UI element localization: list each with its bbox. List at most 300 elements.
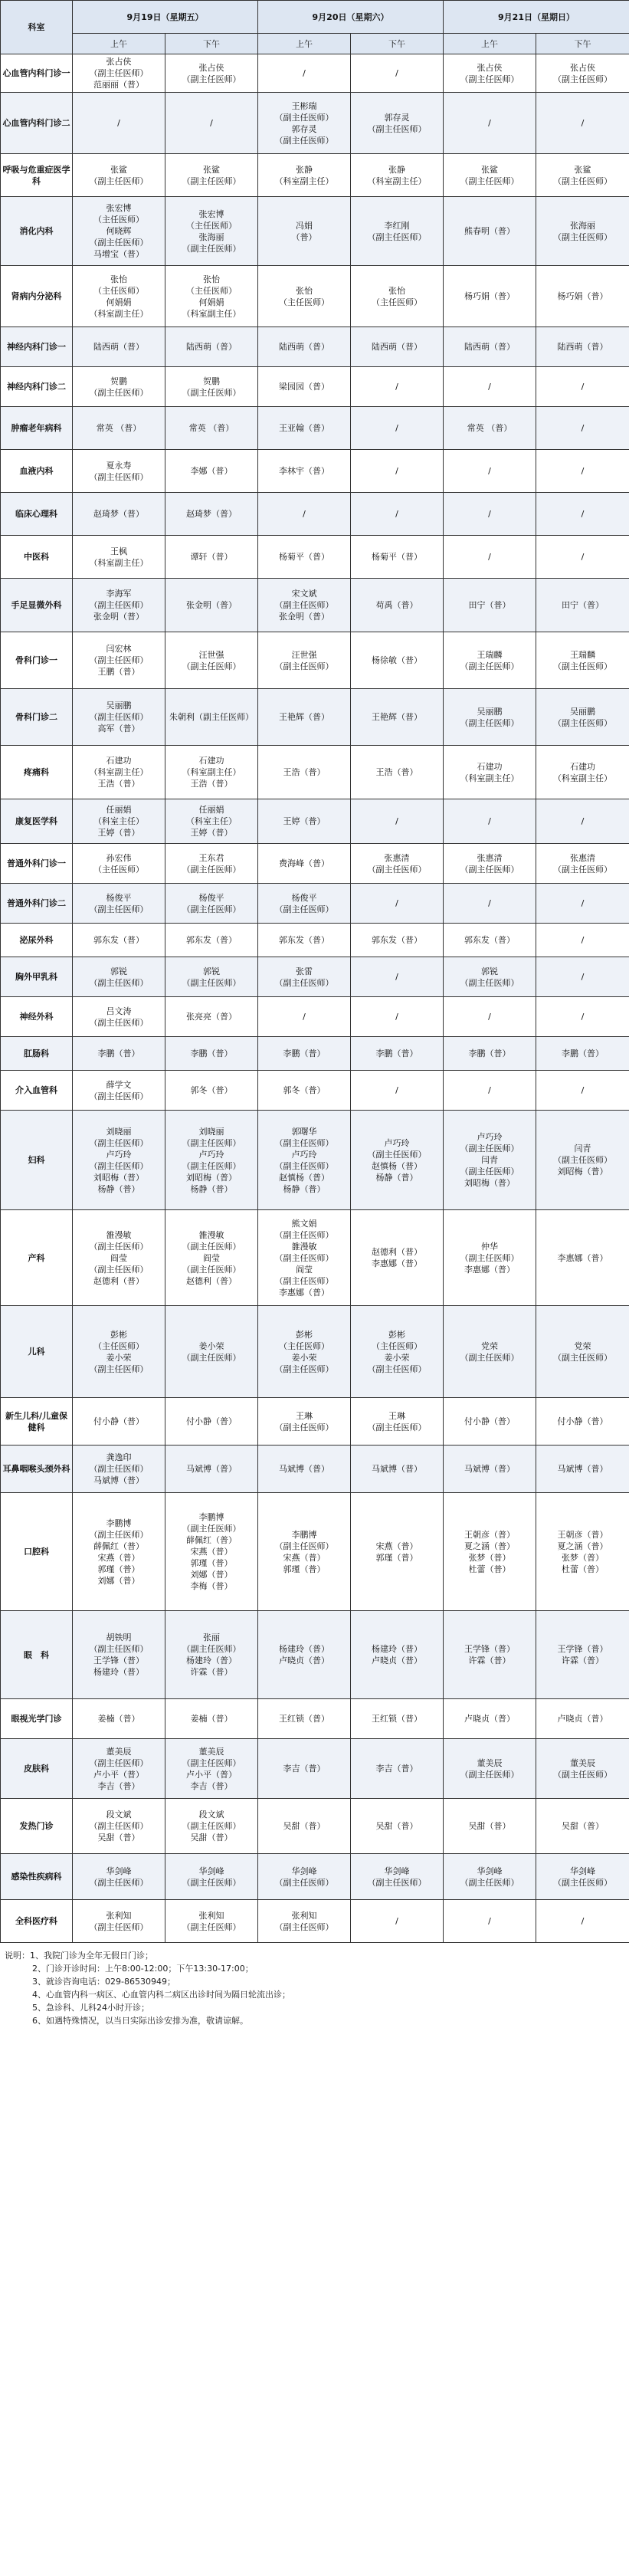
schedule-cell: [165, 266, 258, 327]
doctor-line: 孙宏伟: [106, 852, 132, 863]
doctor-line: /: [581, 382, 585, 392]
schedule-cell: [73, 197, 165, 266]
doctor-line: 董美辰: [106, 1746, 132, 1757]
doctor-line: （副主任医师）: [553, 231, 612, 242]
doctor-line: （副主任医师）: [553, 1769, 612, 1780]
doctor-line: 姜小荣: [106, 1352, 132, 1363]
schedule-cell: [165, 154, 258, 197]
schedule-cell: [536, 1446, 629, 1493]
note-line: 说明：1、我院门诊为全年无假日门诊；: [5, 1951, 153, 1961]
doctor-line: 杨静（普）: [375, 1172, 418, 1183]
schedule-cell: [165, 1306, 258, 1398]
doctor-line: 华剑峰: [570, 1866, 595, 1876]
doctor-line: 雒漫敏: [291, 1241, 317, 1252]
doctor-line: 卢巧玲: [198, 1149, 224, 1160]
doctor-line: 薛佩红（普）: [186, 1535, 237, 1545]
doctor-line: （副主任医师）: [89, 1017, 149, 1028]
schedule-cell: [536, 1611, 629, 1699]
schedule-cell: [536, 54, 629, 93]
doctor-line: 杨建玲（普）: [372, 1644, 422, 1654]
doctor-line: 张静: [388, 164, 405, 175]
doctor-line: 王鹏（普）: [97, 667, 140, 677]
doctor-line: 郭东发（普）: [186, 935, 237, 945]
doctor-line: 董美辰: [570, 1757, 595, 1768]
schedule-cell: [258, 1446, 351, 1493]
schedule-cell: [165, 1446, 258, 1493]
schedule-cell: [165, 957, 258, 997]
schedule-cell: [258, 924, 351, 957]
note-line: 5、急诊科、儿科24小时开诊；: [32, 2003, 149, 2013]
doctor-line: （科室主任）: [93, 816, 144, 826]
doctor-line: 王朝彦（普）: [464, 1529, 515, 1540]
schedule-cell: [165, 997, 258, 1037]
doctor-line: （副主任医师）: [182, 977, 241, 988]
schedule-cell: [536, 1799, 629, 1854]
doctor-line: （副主任医师）: [89, 1363, 149, 1374]
doctor-line: 华剑峰: [291, 1866, 317, 1876]
schedule-cell: [536, 93, 629, 154]
doctor-line: 李娜（普）: [190, 466, 233, 476]
schedule-cell: [258, 1071, 351, 1111]
doctor-line: 张利知: [291, 1910, 317, 1921]
doctor-line: （副主任医师）: [274, 1921, 334, 1932]
doctor-line: （副主任医师）: [89, 471, 149, 482]
doctor-line: /: [488, 509, 491, 519]
doctor-line: 何娟娟: [198, 297, 224, 307]
doctor-line: 卢小平（普）: [93, 1769, 144, 1780]
doctor-line: 冯娟: [296, 220, 313, 231]
schedule-cell: [165, 197, 258, 266]
doctor-line: 马斌博（普）: [557, 1464, 608, 1474]
schedule-cell: [444, 1210, 536, 1306]
doctor-line: 宋燕（普）: [375, 1541, 418, 1551]
schedule-cell: [73, 367, 165, 407]
doctor-line: 马斌博（普）: [279, 1464, 329, 1474]
doctor-line: 贺鹏: [203, 376, 220, 386]
doctor-line: （科室副主任）: [89, 767, 149, 777]
doctor-line: 杜蕾（普）: [468, 1564, 511, 1574]
doctor-line: （普）: [291, 231, 317, 242]
doctor-line: 杨静（普）: [97, 1183, 140, 1194]
schedule-cell: [258, 367, 351, 407]
doctor-line: （副主任医师）: [553, 74, 612, 84]
schedule-cell: [165, 367, 258, 407]
schedule-cell: [351, 266, 444, 327]
schedule-cell: [536, 844, 629, 884]
schedule-cell: [536, 266, 629, 327]
doctor-line: （副主任医师）: [460, 1167, 519, 1176]
doctor-line: （副主任医师）: [274, 1363, 334, 1374]
doctor-line: 马斌博（普）: [372, 1464, 422, 1474]
schedule-cell: [536, 536, 629, 579]
day-header-2: 9月20日（星期六）: [258, 1, 444, 34]
doctor-line: 付小静（普）: [93, 1416, 144, 1426]
doctor-line: /: [395, 423, 398, 433]
dept-name: 肿瘤老年病科: [1, 407, 73, 450]
schedule-cell: [258, 1699, 351, 1739]
doctor-line: （科室副主任）: [367, 176, 427, 186]
doctor-line: 张占侠: [106, 57, 132, 67]
schedule-cell: [165, 407, 258, 450]
doctor-line: 仲华: [481, 1241, 498, 1252]
doctor-line: （副主任医师）: [182, 1644, 241, 1654]
doctor-line: （副主任医师）: [89, 1644, 149, 1654]
doctor-line: 张利知: [106, 1910, 132, 1921]
doctor-line: 吴甜（普）: [97, 1833, 140, 1843]
table-row: [1, 689, 629, 746]
schedule-cell: [351, 1306, 444, 1398]
doctor-line: （主任医师）: [279, 1341, 329, 1351]
doctor-line: 李惠娜（普）: [464, 1264, 515, 1275]
doctor-line: 马斌博（普）: [186, 1464, 237, 1474]
dept-name: 康复医学科: [1, 799, 73, 844]
doctor-line: （副主任医师）: [89, 1264, 149, 1275]
doctor-line: （副主任医师）: [367, 1363, 427, 1374]
doctor-line: 李惠娜（普）: [372, 1258, 422, 1268]
doctor-line: 阎莹: [203, 1252, 220, 1263]
doctor-line: 王朝彦（普）: [557, 1529, 608, 1540]
doctor-line: 李鹏（普）: [97, 1048, 140, 1058]
schedule-cell: [444, 536, 536, 579]
doctor-line: 卢晓贞（普）: [464, 1714, 515, 1724]
schedule-cell: [165, 1699, 258, 1739]
doctor-line: 付小静（普）: [557, 1416, 608, 1426]
doctor-line: 常英 （普）: [96, 423, 142, 433]
schedule-cell: [165, 884, 258, 924]
doctor-line: /: [581, 466, 585, 476]
schedule-cell: [444, 367, 536, 407]
doctor-line: 李鹏（普）: [283, 1048, 326, 1058]
doctor-line: 吴甜（普）: [562, 1821, 604, 1831]
doctor-line: /: [303, 68, 306, 78]
schedule-cell: [165, 1799, 258, 1854]
table-row: [1, 1037, 629, 1071]
doctor-line: /: [581, 1916, 585, 1926]
doctor-line: 王枫: [110, 546, 127, 556]
schedule-cell: [351, 844, 444, 884]
doctor-line: 张怡: [388, 285, 405, 296]
doctor-line: （副主任医师）: [89, 600, 149, 610]
doctor-line: 姜楠（普）: [190, 1714, 233, 1724]
doctor-line: 刘昭梅（普）: [464, 1178, 515, 1188]
schedule-cell: [351, 579, 444, 632]
doctor-line: 薛佩红（普）: [93, 1541, 144, 1551]
table-row: [1, 93, 629, 154]
doctor-line: （副主任医师）: [460, 1769, 519, 1780]
doctor-line: 张鲨: [203, 164, 220, 175]
doctor-line: （副主任医师）: [182, 1821, 241, 1831]
schedule-cell: [536, 632, 629, 689]
doctor-line: 段文斌: [198, 1810, 224, 1820]
doctor-line: （副主任医师）: [460, 1877, 519, 1888]
am-header: 上午: [73, 34, 165, 54]
note-line: 4、心血管内科一病区、心血管内科二病区出诊时间为隔日轮流出诊；: [32, 1990, 290, 2000]
doctor-line: （副主任医师）: [182, 1921, 241, 1932]
doctor-line: 何娟娟: [106, 297, 132, 307]
doctor-line: 刘昭梅（普）: [557, 1167, 608, 1176]
schedule-cell: [351, 407, 444, 450]
doctor-line: 薛学文: [106, 1079, 132, 1090]
doctor-line: （副主任医师）: [553, 717, 612, 728]
doctor-line: 张占侠: [477, 62, 503, 73]
doctor-line: （主任医师）: [372, 297, 422, 307]
doctor-line: 高军（普）: [97, 724, 140, 733]
schedule-cell: [73, 536, 165, 579]
doctor-line: 郭东发（普）: [93, 935, 144, 945]
doctor-line: 杜蕾（普）: [562, 1564, 604, 1574]
table-row: [1, 884, 629, 924]
doctor-line: 姜小荣: [384, 1352, 410, 1363]
schedule-cell: [165, 1037, 258, 1071]
doctor-line: 张静: [296, 164, 313, 175]
schedule-cell: [351, 924, 444, 957]
doctor-line: （副主任医师）: [553, 1155, 612, 1165]
pm-header: 下午: [351, 34, 444, 54]
doctor-line: 王琳: [296, 1410, 313, 1421]
doctor-line: 任丽娟: [198, 805, 224, 815]
doctor-line: （副主任医师）: [274, 977, 334, 988]
doctor-line: 李惠娜（普）: [557, 1252, 608, 1263]
doctor-line: 吴甜（普）: [190, 1833, 233, 1843]
schedule-cell: [258, 1306, 351, 1398]
schedule-cell: [165, 1071, 258, 1111]
note-line: 2、门诊开诊时间：上午8:00-12:00；下午13:30-17:00；: [32, 1964, 254, 1974]
schedule-cell: [351, 1210, 444, 1306]
doctor-line: 石建功: [106, 756, 132, 766]
doctor-line: 张占侠: [570, 62, 595, 73]
schedule-cell: [444, 54, 536, 93]
doctor-line: （副主任医师）: [367, 864, 427, 875]
doctor-line: 宋燕（普）: [97, 1552, 140, 1563]
doctor-line: /: [488, 1012, 491, 1022]
doctor-line: 夏之涵（普）: [464, 1541, 515, 1551]
doctor-line: （副主任医师）: [89, 655, 149, 665]
doctor-line: （副主任医师）: [89, 1091, 149, 1101]
doctor-line: 王婷（普）: [97, 828, 140, 838]
doctor-line: 许霖（普）: [468, 1656, 511, 1665]
doctor-line: 张金明（普）: [93, 612, 144, 622]
schedule-cell: [165, 632, 258, 689]
schedule-cell: [536, 1071, 629, 1111]
doctor-line: 张亮亮（普）: [186, 1012, 237, 1022]
dept-name: 普通外科门诊一: [1, 844, 73, 884]
doctor-line: /: [488, 1916, 491, 1926]
dept-name: 口腔科: [1, 1493, 73, 1611]
doctor-line: （科室副主任）: [553, 773, 612, 783]
schedule-cell: [165, 1739, 258, 1799]
dept-name: 神经外科: [1, 997, 73, 1037]
schedule-cell: [73, 1854, 165, 1900]
schedule-cell: [258, 1799, 351, 1854]
schedule-cell: [444, 1493, 536, 1611]
table-row: [1, 632, 629, 689]
doctor-line: /: [395, 382, 398, 392]
doctor-line: 田宁（普）: [562, 600, 604, 610]
doctor-line: （副主任医师）: [182, 1352, 241, 1363]
doctor-line: 王学锋（普）: [557, 1644, 608, 1654]
doctor-line: （科室副主任）: [460, 773, 519, 783]
doctor-line: 朱朝利（副主任医师）: [169, 712, 254, 722]
doctor-line: /: [581, 898, 585, 908]
schedule-cell: [258, 54, 351, 93]
doctor-line: 杨静（普）: [190, 1183, 233, 1194]
doctor-line: 王浩（普）: [97, 779, 140, 789]
doctor-line: （副主任医师）: [460, 74, 519, 84]
doctor-line: 董美辰: [477, 1757, 503, 1768]
doctor-line: （副主任医师）: [274, 1275, 334, 1286]
am-header: 上午: [444, 34, 536, 54]
schedule-cell: [165, 1854, 258, 1900]
doctor-line: 陆西萌（普）: [279, 342, 329, 352]
schedule-cell: [73, 1446, 165, 1493]
dept-name: 肛肠科: [1, 1037, 73, 1071]
schedule-cell: [73, 1071, 165, 1111]
doctor-line: /: [581, 1012, 585, 1022]
doctor-line: 张宏博: [198, 208, 224, 219]
doctor-line: （副主任医师）: [367, 1422, 427, 1432]
schedule-cell: [536, 1900, 629, 1943]
doctor-line: （副主任医师）: [553, 661, 612, 671]
dept-name: 血液内科: [1, 450, 73, 493]
schedule-cell: [165, 844, 258, 884]
doctor-line: 石建功: [477, 761, 503, 772]
doctor-line: （副主任医师）: [182, 243, 241, 254]
doctor-line: （主任医师）: [279, 297, 329, 307]
schedule-cell: [73, 844, 165, 884]
doctor-line: /: [488, 816, 491, 826]
pm-header: 下午: [536, 34, 629, 54]
day-header-3: 9月21日（星期日）: [444, 1, 629, 34]
doctor-line: 石建功: [198, 756, 224, 766]
schedule-cell: [73, 1611, 165, 1699]
dept-name: 胸外甲乳科: [1, 957, 73, 997]
doctor-line: 赵慎杨（普）: [372, 1160, 422, 1171]
doctor-line: 汪世强: [198, 649, 224, 660]
schedule-cell: [536, 327, 629, 367]
doctor-line: 李吉（普）: [190, 1780, 233, 1791]
doctor-line: 刘晓丽: [198, 1126, 224, 1137]
doctor-line: /: [395, 1085, 398, 1095]
doctor-line: （副主任医师）: [460, 1252, 519, 1263]
table-row: [1, 1611, 629, 1699]
doctor-line: 杨静（普）: [283, 1183, 326, 1194]
doctor-line: 李鹏（普）: [562, 1048, 604, 1058]
doctor-line: /: [488, 552, 491, 562]
doctor-line: 张鲨: [574, 164, 591, 175]
table-row: [1, 1699, 629, 1739]
doctor-line: （副主任医师）: [89, 1757, 149, 1768]
schedule-cell: [536, 799, 629, 844]
doctor-line: 常英 （普）: [467, 423, 513, 433]
doctor-line: /: [303, 509, 306, 519]
doctor-line: （副主任医师）: [89, 1137, 149, 1148]
schedule-cell: [536, 957, 629, 997]
schedule-cell: [258, 266, 351, 327]
doctor-line: 杨巧娟（普）: [557, 291, 608, 301]
schedule-cell: [536, 1854, 629, 1900]
doctor-line: 刘娜（普）: [190, 1570, 233, 1580]
dept-name: 骨科门诊二: [1, 689, 73, 746]
doctor-line: 李吉（普）: [375, 1764, 418, 1774]
schedule-cell: [258, 1398, 351, 1446]
doctor-line: 杨巧娟（普）: [464, 291, 515, 301]
schedule-cell: [165, 1210, 258, 1306]
doctor-line: 王浩（普）: [190, 779, 233, 789]
doctor-line: （副主任医师）: [182, 176, 241, 186]
schedule-cell: [351, 1739, 444, 1799]
doctor-line: 郭锐: [203, 966, 220, 976]
schedule-cell: [444, 407, 536, 450]
table-row: [1, 1493, 629, 1611]
dept-name: 消化内科: [1, 197, 73, 266]
doctor-line: 张宏博: [106, 203, 132, 213]
doctor-line: 张怡: [110, 274, 127, 284]
schedule-cell: [536, 197, 629, 266]
doctor-line: 张丽: [203, 1633, 220, 1642]
dept-name: 产科: [1, 1210, 73, 1306]
doctor-line: 党荣: [574, 1341, 591, 1351]
doctor-line: /: [210, 118, 213, 128]
schedule-cell: [536, 367, 629, 407]
schedule-cell: [444, 1398, 536, 1446]
doctor-line: （副主任医师）: [182, 1264, 241, 1275]
doctor-line: 刘昭梅（普）: [186, 1172, 237, 1183]
schedule-cell: [536, 1306, 629, 1398]
doctor-line: （副主任医师）: [367, 123, 427, 134]
doctor-line: 王东君: [198, 852, 224, 863]
doctor-line: 王红锁（普）: [279, 1714, 329, 1724]
doctor-line: /: [117, 118, 120, 128]
schedule-cell: [444, 1739, 536, 1799]
dept-name: 呼吸与危重症医学科: [1, 154, 73, 197]
doctor-line: 吴丽鹏: [570, 706, 595, 717]
schedule-cell: [536, 493, 629, 536]
doctor-line: 熊春明（普）: [464, 226, 515, 236]
doctor-line: 谭轩（普）: [190, 552, 233, 562]
table-row: [1, 957, 629, 997]
table-row: [1, 1210, 629, 1306]
pm-header: 下午: [165, 34, 258, 54]
doctor-line: （副主任医师）: [182, 1241, 241, 1252]
schedule-cell: [444, 154, 536, 197]
schedule-cell: [351, 746, 444, 799]
doctor-line: 张占侠: [198, 62, 224, 73]
schedule-cell: [258, 407, 351, 450]
doctor-line: （副主任医师）: [182, 1757, 241, 1768]
table-row: [1, 1306, 629, 1398]
doctor-line: 许霖（普）: [562, 1656, 604, 1665]
doctor-line: 张雷: [296, 966, 313, 976]
dept-name: 感染性疾病科: [1, 1854, 73, 1900]
doctor-line: 郭瑾（普）: [283, 1564, 326, 1574]
table-row: [1, 266, 629, 327]
schedule-cell: [258, 957, 351, 997]
schedule-cell: [536, 884, 629, 924]
dept-name: 耳鼻咽喉头颈外科: [1, 1446, 73, 1493]
schedule-cell: [73, 997, 165, 1037]
table-row: [1, 1446, 629, 1493]
schedule-cell: [73, 1210, 165, 1306]
doctor-line: 马斌博（普）: [93, 1475, 144, 1485]
doctor-line: /: [303, 1012, 306, 1022]
doctor-line: 闫青: [481, 1155, 498, 1165]
doctor-line: /: [581, 1085, 585, 1095]
dept-name: 中医科: [1, 536, 73, 579]
doctor-line: 苟禹（普）: [375, 600, 418, 610]
doctor-line: （副主任医师）: [89, 1821, 149, 1831]
doctor-line: 阎莹: [110, 1252, 127, 1263]
doctor-line: 李鹏博: [291, 1529, 317, 1540]
